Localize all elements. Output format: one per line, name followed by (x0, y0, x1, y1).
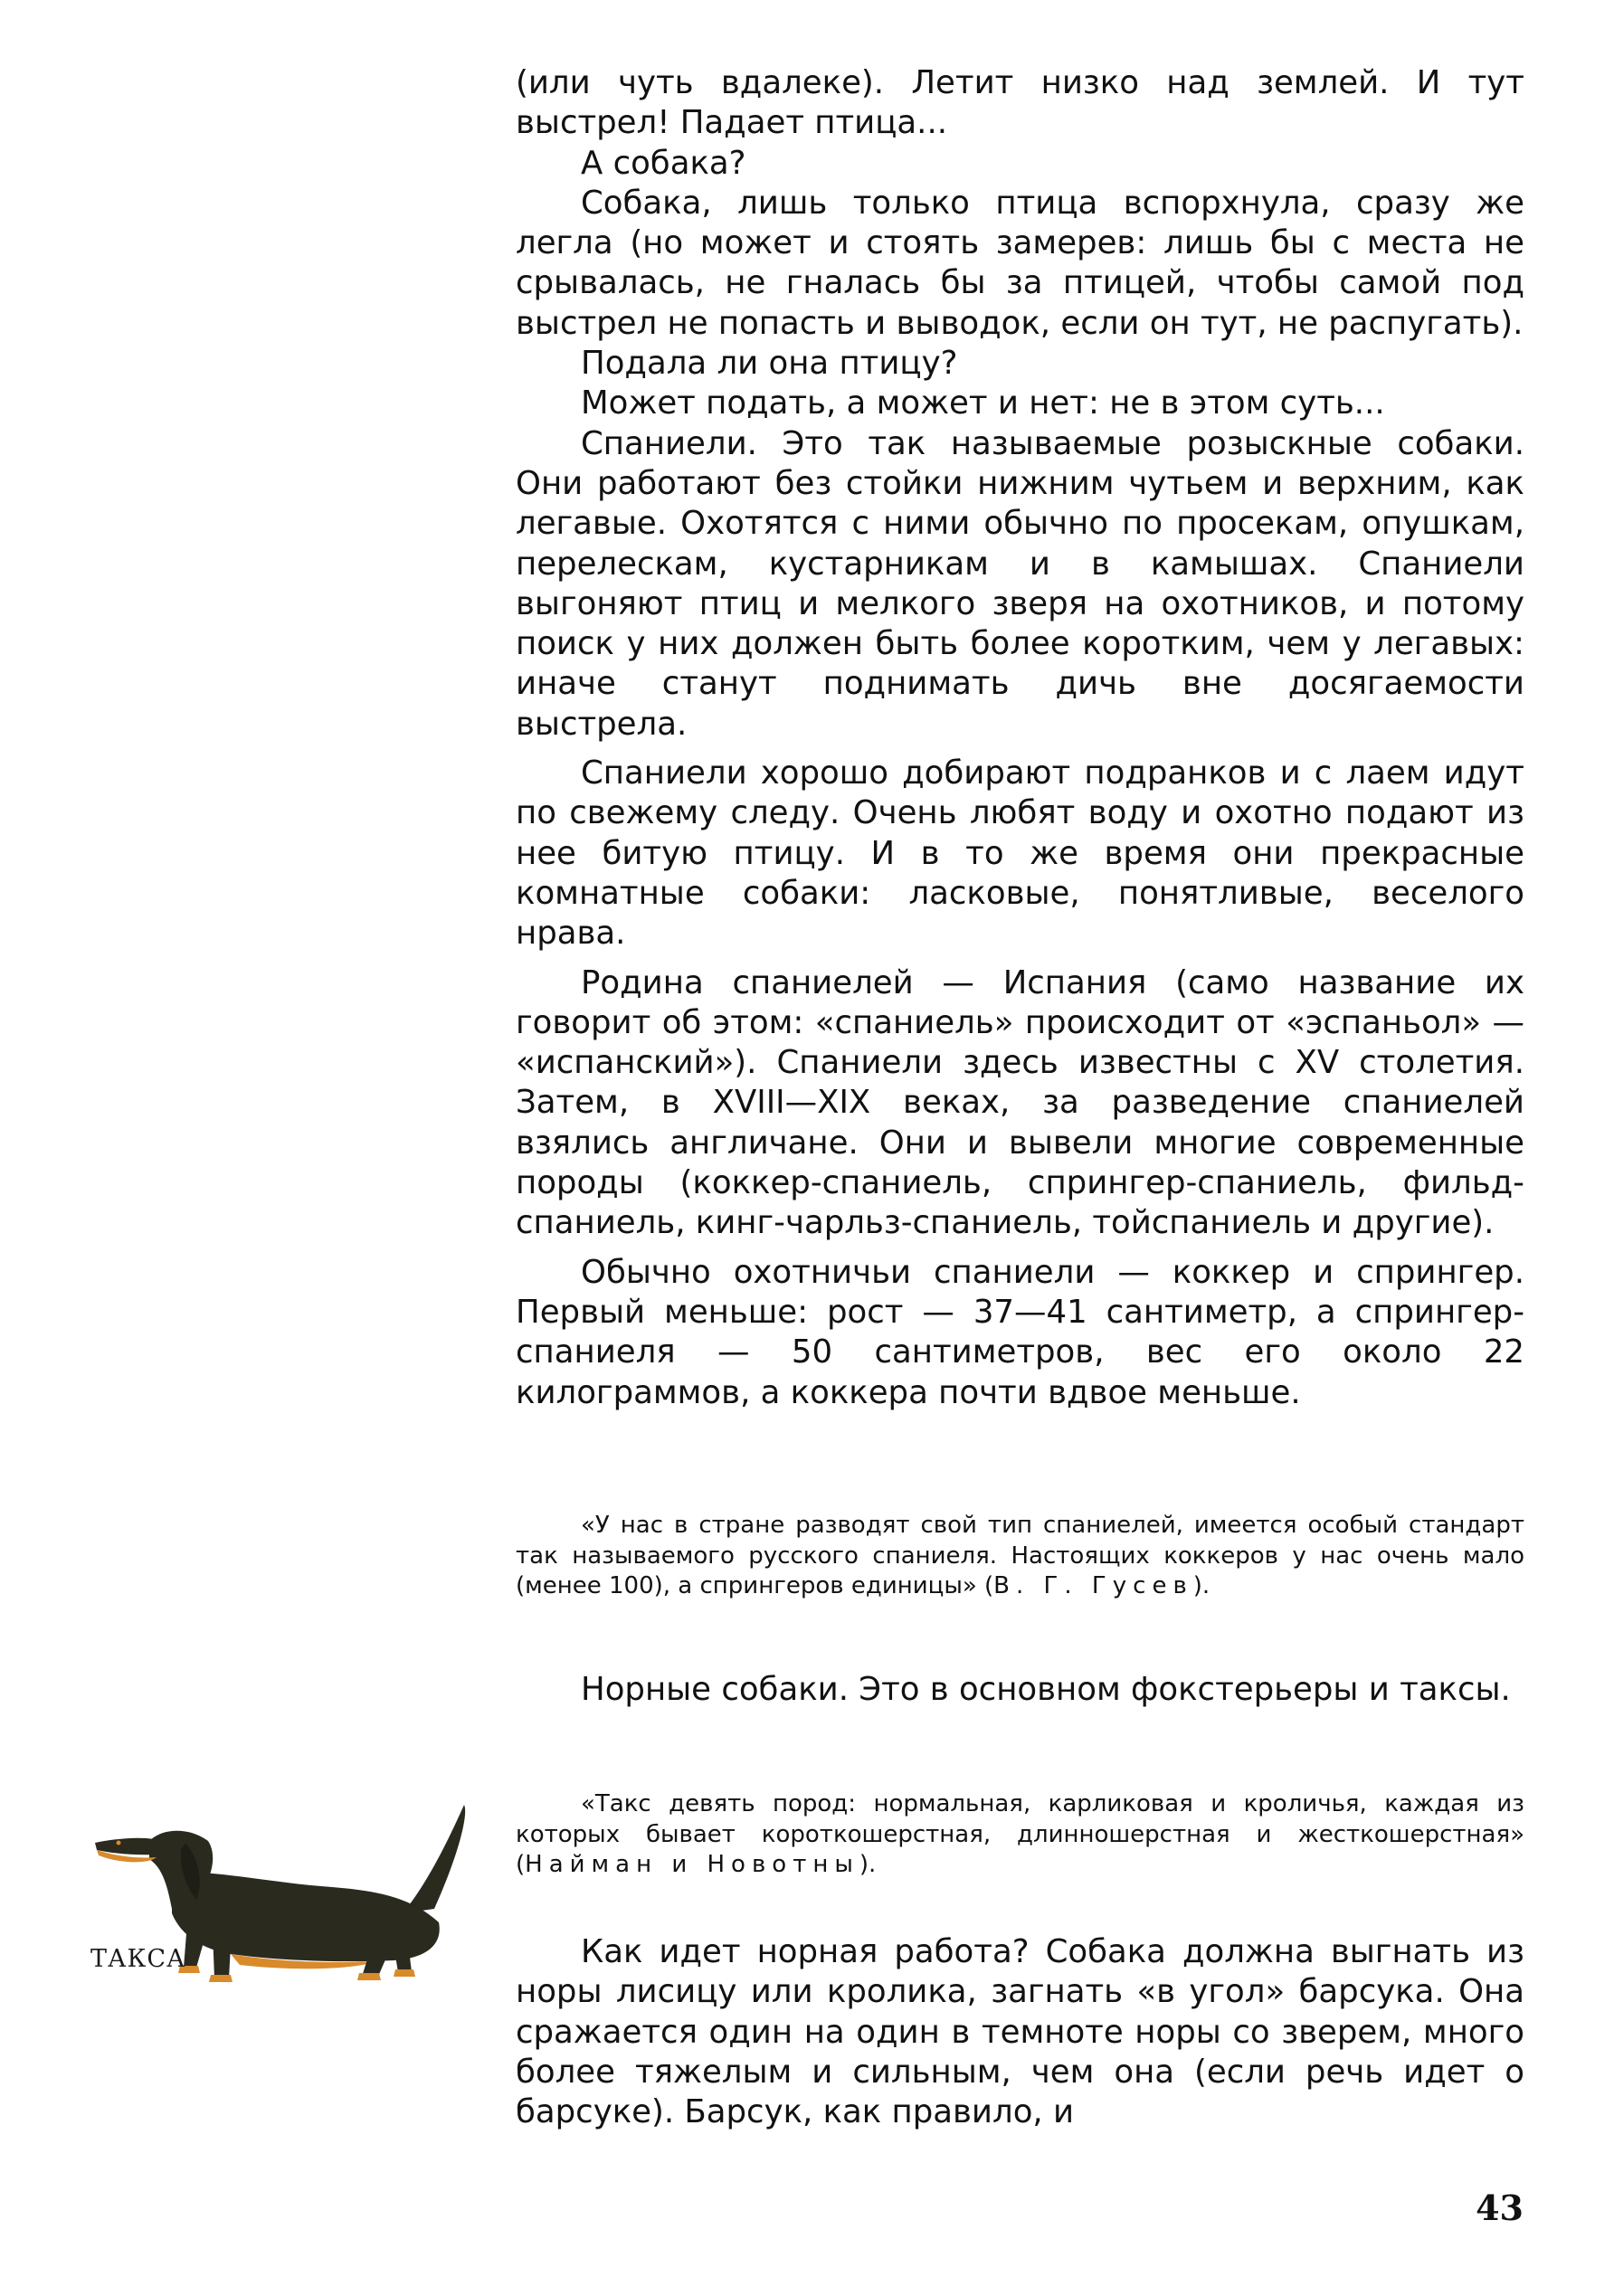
quote-end: ). (1192, 1572, 1210, 1599)
paragraph: Как идет норная работа? Собака должна выгнать из норы лисицу или кролика, загнать «в угол» барсука. Она сражается один на один в темноте норы со зверем, много более тяжелым и сильным, чем она (если речь идет о барсуке). Барсук, как правило, и (516, 1933, 1524, 2131)
quote-text: «Такс девять пород: нормальная, карликовая и кроличья, каждая из которых бывает короткошерстная, длинношерстная и жесткошерстная» ( (516, 1790, 1524, 1878)
page-number: 43 (1476, 2187, 1524, 2228)
paragraph: Обычно охотничьи спаниели — коккер и спрингер. Первый меньше: рост — 37—41 сантиметр, а спрингер-спаниеля — 50 сантиметров, вес его около 22 килограммов, а коккера почти вдвое меньше. (516, 1253, 1524, 1411)
quote-author: Найман и Новотны (525, 1851, 859, 1878)
quote-author: В. Г. Гусев (993, 1572, 1193, 1599)
paragraph: Спаниели хорошо добирают подранков и с лаем идут по свежему следу. Очень любят воду и охотно подают из нее битую птицу. И в то же время они прекрасные комнатные собаки: ласковые, понятливые, веселого нрава. (516, 754, 1524, 953)
closing-paragraph (516, 1932, 1524, 2132)
main-text (516, 63, 1524, 1413)
paragraph: Норные собаки. Это в основном фокстерьеры и таксы. (581, 1671, 1511, 1708)
paragraph: Спаниели. Это так называемые розыскные собаки. Они работают без стойки нижним чутьем и верхним, как легавые. Охотятся с ними обычно по просекам, опушкам, перелескам, кустарникам и в камышах. Спаниели выгоняют птиц и мелкого зверя на охотников, и потому поиск у них должен быть более коротким, чем у легавых: иначе станут поднимать дичь вне досягаемости выстрела. (516, 424, 1524, 743)
quote-end: ). (859, 1851, 877, 1878)
quote-naiman (516, 1789, 1524, 1881)
quote-text: «У нас в стране разводят свой тип спаниелей, имеется особый стандарт так называемого русского спаниеля. Настоящих коккеров у нас очень мало (менее 100), а спрингеров единицы» ( (516, 1512, 1524, 1599)
paragraph: А собака? (581, 144, 746, 182)
illustration-caption: ТАКСА (90, 1945, 186, 1973)
burrow-dogs-paragraph (516, 1670, 1524, 1710)
paragraph: (или чуть вдалеке). Летит низко над землей. И тут выстрел! Падает птица... (516, 64, 1524, 142)
paragraph: Родина спаниелей — Испания (само название их говорит об этом: «спаниель» происходит от «эспаньол» — «испанский»). Спаниели здесь известны с XV столетия. Затем, в XVIII—XIX веках, за разведение спаниелей взялись англичане. Они и вывели многие современные породы (коккер-спаниель, спрингер-спаниель, фильд-спаниель, кинг-чарльз-спаниель, тойспаниель и другие). (516, 963, 1524, 1242)
paragraph: Может подать, а может и нет: не в этом суть... (581, 384, 1385, 422)
quote-gusev (516, 1511, 1524, 1602)
paragraph: Подала ли она птицу? (581, 345, 958, 383)
paragraph: Собака, лишь только птица вспорхнула, сразу же легла (но может и стоять замерев: лишь бы с места не срывалась, не гналась бы за птицей, чтобы самой под выстрел не попасть и выводок, если он тут, не распугать). (516, 184, 1524, 342)
